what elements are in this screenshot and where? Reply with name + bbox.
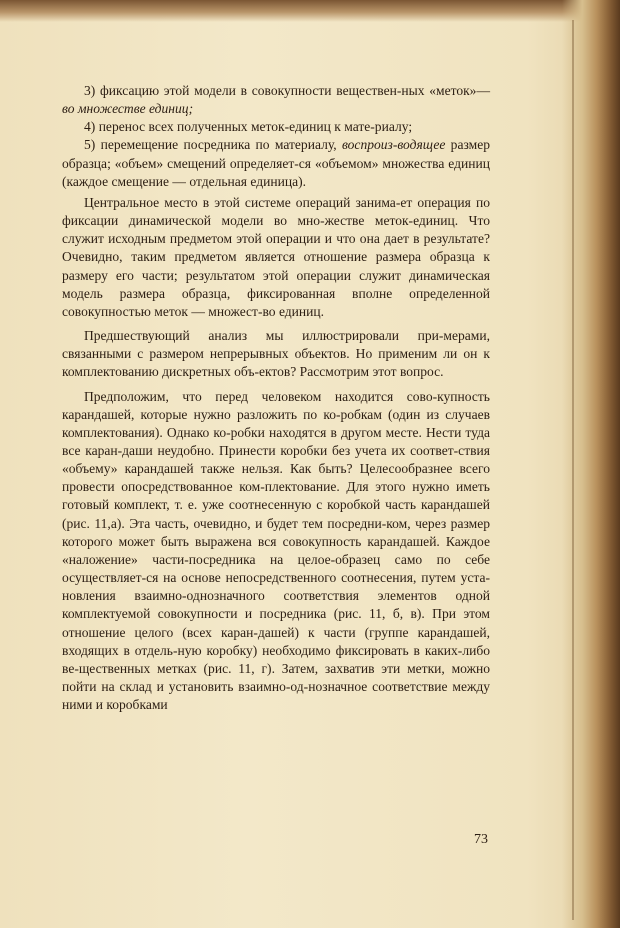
list-item-text: перенос всех полученных меток-единиц к мате-риалу; [98, 119, 413, 135]
list-item-text: размер образца; «объем» смещений определяет-ся «объемом» множества единиц (каждое смещение — отдельная единица). [62, 137, 490, 189]
list-item-number: 4) [84, 119, 96, 135]
paragraph: Центральное место в этой системе операций занима-ет операция по фиксации динамической модели во мно-жестве меток-единиц. Что служит исходным предметом этой операции и что она дает в результате? Очевидно, таким предметом является отношение размера образца к размеру его части; результатом этой операции служит динамическая модель размера образца, фиксированная вполне определенной совокупностью меток — множест-во единиц. [62, 194, 490, 319]
list-item-text: перемещение посредника по материалу, [100, 137, 337, 153]
paragraph: Предположим, что перед человеком находится сово-купность карандашей, которые нужно разложить по ко-робкам (один из случаев комплектования). Однако ко-робки находятся в другом месте. Нести туда все каран-даши неудобно. Принести коробки без учета их соответ-ствия «объему» карандашей также нельзя. Как быть? Целесообразнее всего провести опосредствованное ком-плектование. Для этого нужно иметь готовый комплект, т. е. уже соотнесенную с коробкой часть карандашей (рис. 11,а). Эта часть, очевидно, и будет тем посредни-ком, через размер которого может быть выражена вся совокупность карандашей. Каждое «наложение» части-посредника на целое-образец само по себе осуществляет-ся на основе непосредственного соотнесения, путем уста-новления взаимно-однозначного соответствия элементов одной комплектуемой совокупности и посредника (рис. 11, б, в). При этом отношение целого (всех каран-дашей) к части (группе карандашей, входящих в отдель-ную коробку) необходимо фиксировать в каких-либо ве-щественных метках (рис. 11, г). Затем, захватив эти метки, можно пойти на склад и установить взаимно-од-нозначное соответствие между ними и коробками [62, 388, 490, 713]
page-number: 73 [474, 832, 488, 847]
page-text-block [62, 82, 490, 714]
page-edge-line [572, 20, 574, 920]
list-item-number: 5) [84, 137, 96, 153]
list-item-5 [62, 136, 490, 190]
list-item-3 [62, 82, 490, 118]
list-item-emphasis: во множестве единиц; [62, 101, 194, 117]
list-item-text: фиксацию этой модели в совокупности веществен-ных «меток»— [100, 83, 490, 98]
list-item-4 [62, 118, 490, 136]
list-item-number: 3) [84, 83, 96, 98]
top-shadow [0, 0, 620, 22]
list-item-emphasis: воспроиз-водящее [341, 137, 446, 153]
paragraph: Предшествующий анализ мы иллюстрировали при-мерами, связанными с размером непрерывных объектов. Но применим ли он к комплектованию дискретных объ-ектов? Рассмотрим этот вопрос. [62, 328, 490, 380]
book-spine-edge [562, 0, 620, 928]
